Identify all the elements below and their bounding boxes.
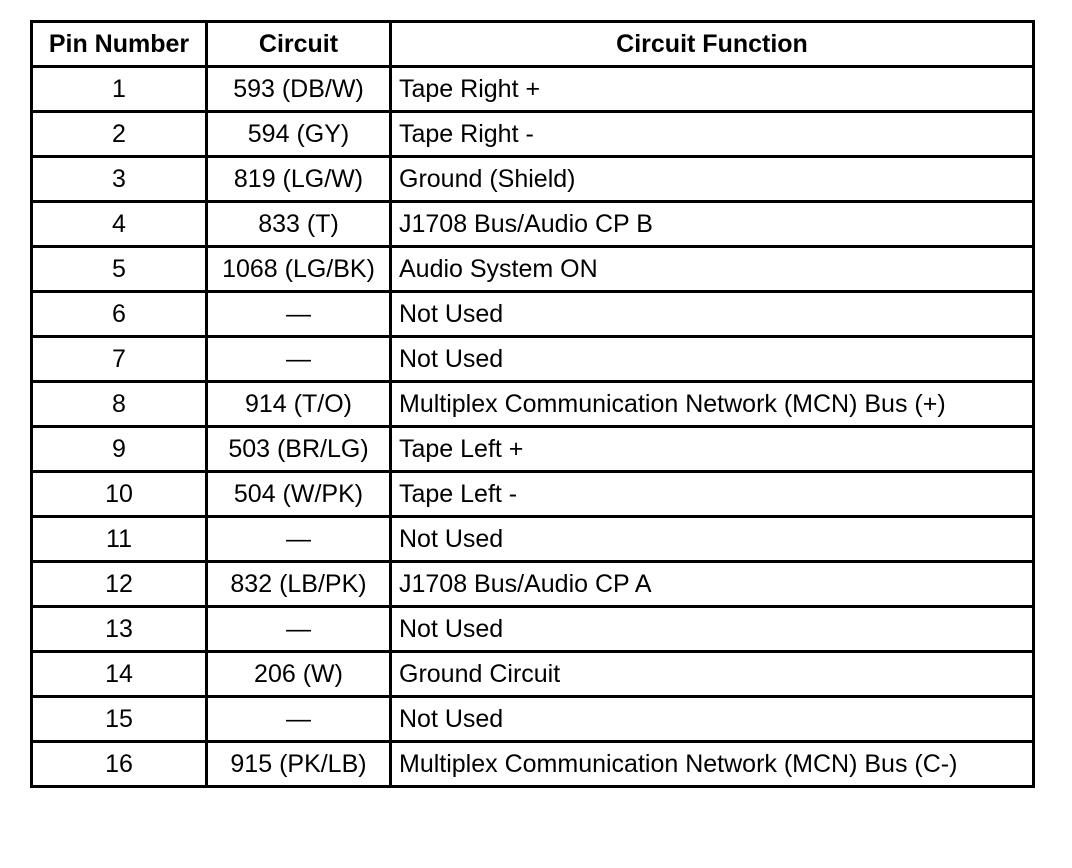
pin-number-cell: 1 <box>32 67 207 112</box>
pin-number-cell: 13 <box>32 607 207 652</box>
circuit-cell: — <box>207 697 391 742</box>
pin-number-cell: 10 <box>32 472 207 517</box>
circuit-function-cell: Multiplex Communication Network (MCN) Bus (+) <box>391 382 1034 427</box>
header-circuit-function: Circuit Function <box>391 22 1034 67</box>
circuit-function-cell: Tape Left + <box>391 427 1034 472</box>
circuit-cell: — <box>207 337 391 382</box>
circuit-function-cell: Audio System ON <box>391 247 1034 292</box>
circuit-function-cell: Not Used <box>391 517 1034 562</box>
pin-number-cell: 14 <box>32 652 207 697</box>
circuit-function-cell: Tape Right + <box>391 67 1034 112</box>
circuit-function-cell: Tape Left - <box>391 472 1034 517</box>
table-body <box>32 67 1034 787</box>
pin-number-cell: 5 <box>32 247 207 292</box>
pin-number-cell: 8 <box>32 382 207 427</box>
circuit-function-cell: Not Used <box>391 697 1034 742</box>
table-row <box>32 697 1034 742</box>
circuit-function-cell: Not Used <box>391 607 1034 652</box>
pin-number-cell: 16 <box>32 742 207 787</box>
circuit-cell: 819 (LG/W) <box>207 157 391 202</box>
pin-number-cell: 3 <box>32 157 207 202</box>
pin-number-cell: 15 <box>32 697 207 742</box>
table-header <box>32 22 1034 67</box>
circuit-cell: 593 (DB/W) <box>207 67 391 112</box>
circuit-cell: 915 (PK/LB) <box>207 742 391 787</box>
pin-number-cell: 4 <box>32 202 207 247</box>
circuit-cell: 206 (W) <box>207 652 391 697</box>
circuit-function-cell: Multiplex Communication Network (MCN) Bus (C-) <box>391 742 1034 787</box>
circuit-function-cell: Not Used <box>391 337 1034 382</box>
pin-number-cell: 6 <box>32 292 207 337</box>
pin-number-cell: 12 <box>32 562 207 607</box>
circuit-cell: 914 (T/O) <box>207 382 391 427</box>
circuit-cell: — <box>207 292 391 337</box>
table-row <box>32 112 1034 157</box>
table-row <box>32 382 1034 427</box>
table-row <box>32 202 1034 247</box>
pin-number-cell: 9 <box>32 427 207 472</box>
table-row <box>32 742 1034 787</box>
circuit-function-cell: J1708 Bus/Audio CP A <box>391 562 1034 607</box>
circuit-function-cell: Not Used <box>391 292 1034 337</box>
table-row <box>32 157 1034 202</box>
circuit-cell: — <box>207 607 391 652</box>
circuit-function-cell: Ground (Shield) <box>391 157 1034 202</box>
circuit-cell: 594 (GY) <box>207 112 391 157</box>
circuit-cell: 1068 (LG/BK) <box>207 247 391 292</box>
circuit-function-cell: Ground Circuit <box>391 652 1034 697</box>
pin-number-cell: 11 <box>32 517 207 562</box>
table-row <box>32 292 1034 337</box>
table-row <box>32 652 1034 697</box>
header-pin-number: Pin Number <box>32 22 207 67</box>
circuit-function-cell: Tape Right - <box>391 112 1034 157</box>
table-row <box>32 562 1034 607</box>
pin-number-cell: 7 <box>32 337 207 382</box>
pin-number-cell: 2 <box>32 112 207 157</box>
circuit-cell: 504 (W/PK) <box>207 472 391 517</box>
header-row <box>32 22 1034 67</box>
circuit-cell: — <box>207 517 391 562</box>
table-row <box>32 472 1034 517</box>
circuit-cell: 832 (LB/PK) <box>207 562 391 607</box>
table-row <box>32 607 1034 652</box>
circuit-function-cell: J1708 Bus/Audio CP B <box>391 202 1034 247</box>
table-row <box>32 247 1034 292</box>
table-row <box>32 67 1034 112</box>
header-circuit: Circuit <box>207 22 391 67</box>
table-row <box>32 427 1034 472</box>
circuit-cell: 503 (BR/LG) <box>207 427 391 472</box>
table-row <box>32 517 1034 562</box>
circuit-cell: 833 (T) <box>207 202 391 247</box>
pinout-table <box>30 20 1035 788</box>
table-row <box>32 337 1034 382</box>
